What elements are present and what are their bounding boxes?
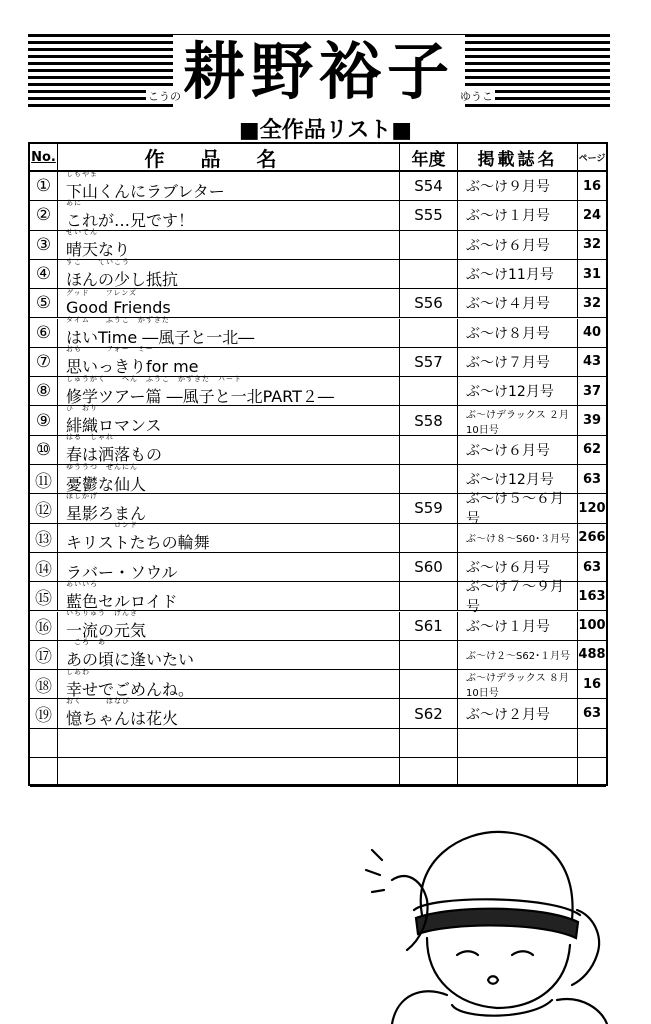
row-pages: 32 (582, 237, 602, 253)
row-ruby: すこ ていこう (66, 257, 130, 266)
row-magazine: ぶ～け５～６月号 (458, 494, 578, 522)
row-no: ⑮ (30, 582, 58, 610)
row-ruby: いちりゅう げんき (66, 609, 138, 618)
row-no: ④ (30, 260, 58, 288)
row-ruby: おも フォー ミー (66, 345, 154, 354)
row-year (400, 582, 458, 610)
row-no (30, 758, 58, 786)
table-row (30, 228, 606, 260)
row-year (400, 524, 458, 552)
row-title-wrap (66, 522, 210, 553)
row-ruby: ひ おり (66, 404, 98, 413)
row-title: 緋織ロマンス (66, 416, 162, 436)
row-pages: 31 (582, 266, 602, 282)
row-pages: 63 (582, 559, 602, 575)
author-name: 耕野裕子 (28, 40, 610, 104)
row-no: ⑬ (30, 524, 58, 552)
row-ruby: あに (66, 198, 82, 207)
row-magazine: ぶ～け４月号 (458, 289, 578, 317)
row-title: これが…兄です！ (66, 210, 195, 230)
character-illustration (352, 820, 632, 1024)
row-magazine: ぶ～けデラックス ８月10日号 (458, 670, 578, 698)
row-magazine: ぶ～け８～S60･３月号 (458, 524, 578, 552)
table-row (30, 758, 606, 787)
row-ruby: しゅうがく へん ふうこ かずきた パート (66, 374, 242, 383)
table-row (30, 433, 606, 465)
row-no: ⑱ (30, 670, 58, 698)
row-title-cell (58, 228, 400, 260)
author-ruby-given: ゆうこ (460, 90, 493, 103)
row-year (400, 758, 458, 786)
row-title-cell (58, 638, 400, 670)
row-magazine: ぶ～け６月号 (458, 553, 578, 581)
row-magazine: ぶ～け９月号 (458, 172, 578, 200)
row-pages: 266 (578, 530, 606, 546)
row-title-cell (58, 579, 400, 611)
title-banner (28, 34, 610, 110)
works-table (28, 142, 608, 786)
table-row (30, 406, 606, 435)
row-pages: 63 (582, 471, 602, 487)
row-title-cell (58, 316, 400, 348)
row-title-cell (58, 462, 400, 494)
row-title-cell (58, 521, 400, 553)
row-title: 星影ろまん (66, 503, 147, 523)
row-title: 幸せでごめんね。 (66, 679, 195, 699)
row-title-wrap (66, 290, 171, 317)
row-pages: 43 (582, 354, 602, 370)
row-year: S59 (400, 494, 458, 522)
row-title: 下山くんにラブレター (66, 181, 225, 201)
row-title-cell (58, 729, 400, 757)
row-title-wrap (66, 698, 178, 729)
row-no: ⑲ (30, 699, 58, 727)
row-year (400, 465, 458, 493)
row-magazine: ぶ～け６月号 (458, 231, 578, 259)
row-year: S61 (400, 612, 458, 640)
row-no: ⑰ (30, 641, 58, 669)
row-ruby: あいいろ (66, 579, 98, 588)
row-ruby: ロンド (66, 521, 138, 530)
row-ruby: しあわ (66, 667, 90, 676)
row-year (400, 260, 458, 288)
row-pages: 40 (582, 325, 602, 341)
row-ruby: しもやま (66, 169, 98, 178)
row-title-cell (58, 289, 400, 317)
header-year: 年度 (400, 144, 458, 170)
row-year: S55 (400, 201, 458, 229)
row-title-cell (58, 758, 400, 786)
row-year: S60 (400, 553, 458, 581)
row-pages: 24 (582, 207, 602, 223)
header-no: No. (30, 144, 58, 170)
row-no: ③ (30, 231, 58, 259)
row-title-cell (58, 169, 400, 201)
row-magazine: ぶ～け１月号 (458, 201, 578, 229)
row-title-cell (58, 553, 400, 581)
row-no: ⑦ (30, 348, 58, 376)
row-year (400, 377, 458, 405)
table-row (30, 345, 606, 377)
row-magazine: ぶ～け11月号 (458, 260, 578, 288)
row-pages: 120 (578, 500, 606, 516)
table-row (30, 257, 606, 289)
row-title-cell (58, 667, 400, 699)
row-magazine: ぶ～け12月号 (458, 465, 578, 493)
row-magazine: ぶ～け７月号 (458, 348, 578, 376)
row-title: 憶ちゃんは花火 (66, 709, 179, 729)
row-title: 一流の元気 (66, 621, 147, 641)
row-no: ⑥ (30, 319, 58, 347)
row-pages (578, 729, 606, 757)
table-row (30, 169, 606, 201)
row-ruby: ほしかげ (66, 491, 98, 500)
row-magazine (458, 729, 578, 757)
row-title-cell (58, 406, 400, 434)
row-year (400, 729, 458, 757)
row-no: ⑪ (30, 465, 58, 493)
table-row (30, 521, 606, 553)
row-magazine: ぶ～け７～９月号 (458, 582, 578, 610)
row-pages: 100 (578, 618, 606, 634)
row-pages: 163 (578, 588, 606, 604)
header-magazine: 掲載誌名 (458, 144, 578, 170)
row-magazine: ぶ～けデラックス ２月10日号 (458, 406, 578, 434)
table-row (30, 638, 606, 670)
row-magazine: ぶ～け１月号 (458, 612, 578, 640)
row-ruby: せいてん (66, 228, 98, 237)
row-pages: 37 (582, 383, 602, 399)
row-year (400, 319, 458, 347)
table-row (30, 374, 606, 406)
table-row (30, 729, 606, 758)
table-row (30, 699, 606, 728)
row-title-cell (58, 433, 400, 465)
row-title: 春は洒落もの (66, 445, 163, 465)
row-magazine: ぶ～け２月号 (458, 699, 578, 727)
row-year (400, 641, 458, 669)
row-no: ⑭ (30, 553, 58, 581)
header-pages: ページ (578, 153, 606, 164)
row-title: はいTime ―風子と一北― (66, 328, 255, 348)
row-title: ほんの少し抵抗 (66, 269, 179, 289)
row-no (30, 729, 58, 757)
table-row (30, 289, 606, 318)
row-no: ⑩ (30, 436, 58, 464)
table-row (30, 609, 606, 641)
row-pages: 63 (582, 706, 602, 722)
row-ruby: ゆううつ せんにん (66, 462, 138, 471)
row-no: ⑯ (30, 612, 58, 640)
row-title-cell (58, 699, 400, 727)
row-ruby: おく はなび (66, 697, 130, 706)
row-title-cell (58, 609, 400, 641)
table-header (30, 144, 606, 172)
author-ruby-family: こうの (148, 90, 181, 103)
row-year (400, 231, 458, 259)
table-row (30, 667, 606, 700)
row-title-cell (58, 491, 400, 523)
row-no: ⑧ (30, 377, 58, 405)
row-title-wrap (66, 171, 225, 202)
row-no: ⑤ (30, 289, 58, 317)
row-title-cell (58, 374, 400, 406)
row-year: S62 (400, 699, 458, 727)
row-pages (578, 758, 606, 786)
table-row (30, 198, 606, 230)
row-title: 修学ツアー篇 ―風子と一北PART２― (66, 386, 334, 406)
row-pages: 16 (582, 178, 602, 194)
row-magazine: ぶ～け12月号 (458, 377, 578, 405)
row-title: ラバー・ソウル (66, 562, 178, 582)
row-title: キリストたちの輪舞 (66, 533, 210, 553)
row-title: 憂鬱な仙人 (66, 474, 147, 494)
row-ruby: ころ あ (66, 638, 106, 647)
row-ruby: グッド フレンズ (66, 288, 137, 297)
row-title: 思いっきりfor me (66, 357, 199, 377)
row-no: ① (30, 172, 58, 200)
row-title-cell (58, 257, 400, 289)
row-no: ⑨ (30, 406, 58, 434)
row-magazine: ぶ～け２～S62･１月号 (458, 641, 578, 669)
row-title: 晴天なり (66, 240, 131, 260)
row-year: S54 (400, 172, 458, 200)
row-no: ② (30, 201, 58, 229)
row-pages: 488 (578, 647, 606, 663)
row-no: ⑫ (30, 494, 58, 522)
row-year (400, 436, 458, 464)
row-pages: 32 (582, 295, 602, 311)
row-title: あの頃に逢いたい (66, 650, 195, 670)
row-title: Good Friends (66, 297, 171, 317)
row-year: S58 (400, 406, 458, 434)
row-ruby: タイム ふうこ かずきた (66, 316, 170, 325)
row-magazine: ぶ～け８月号 (458, 319, 578, 347)
row-magazine: ぶ～け６月号 (458, 436, 578, 464)
row-title-cell (58, 345, 400, 377)
row-pages: 62 (582, 442, 602, 458)
row-title-wrap (66, 376, 334, 407)
page-subtitle: ■全作品リスト■ (238, 118, 413, 143)
table-row (30, 316, 606, 348)
row-year (400, 670, 458, 698)
header-title: 作品名 (58, 144, 400, 170)
row-pages: 39 (582, 413, 602, 429)
row-magazine (458, 758, 578, 786)
row-year: S57 (400, 348, 458, 376)
row-pages: 16 (582, 676, 602, 692)
row-title-wrap (66, 259, 178, 290)
row-title-cell (58, 198, 400, 230)
row-year: S56 (400, 289, 458, 317)
row-ruby: はる しゃれ (66, 433, 114, 442)
row-title: 藍色セルロイド (66, 591, 178, 611)
